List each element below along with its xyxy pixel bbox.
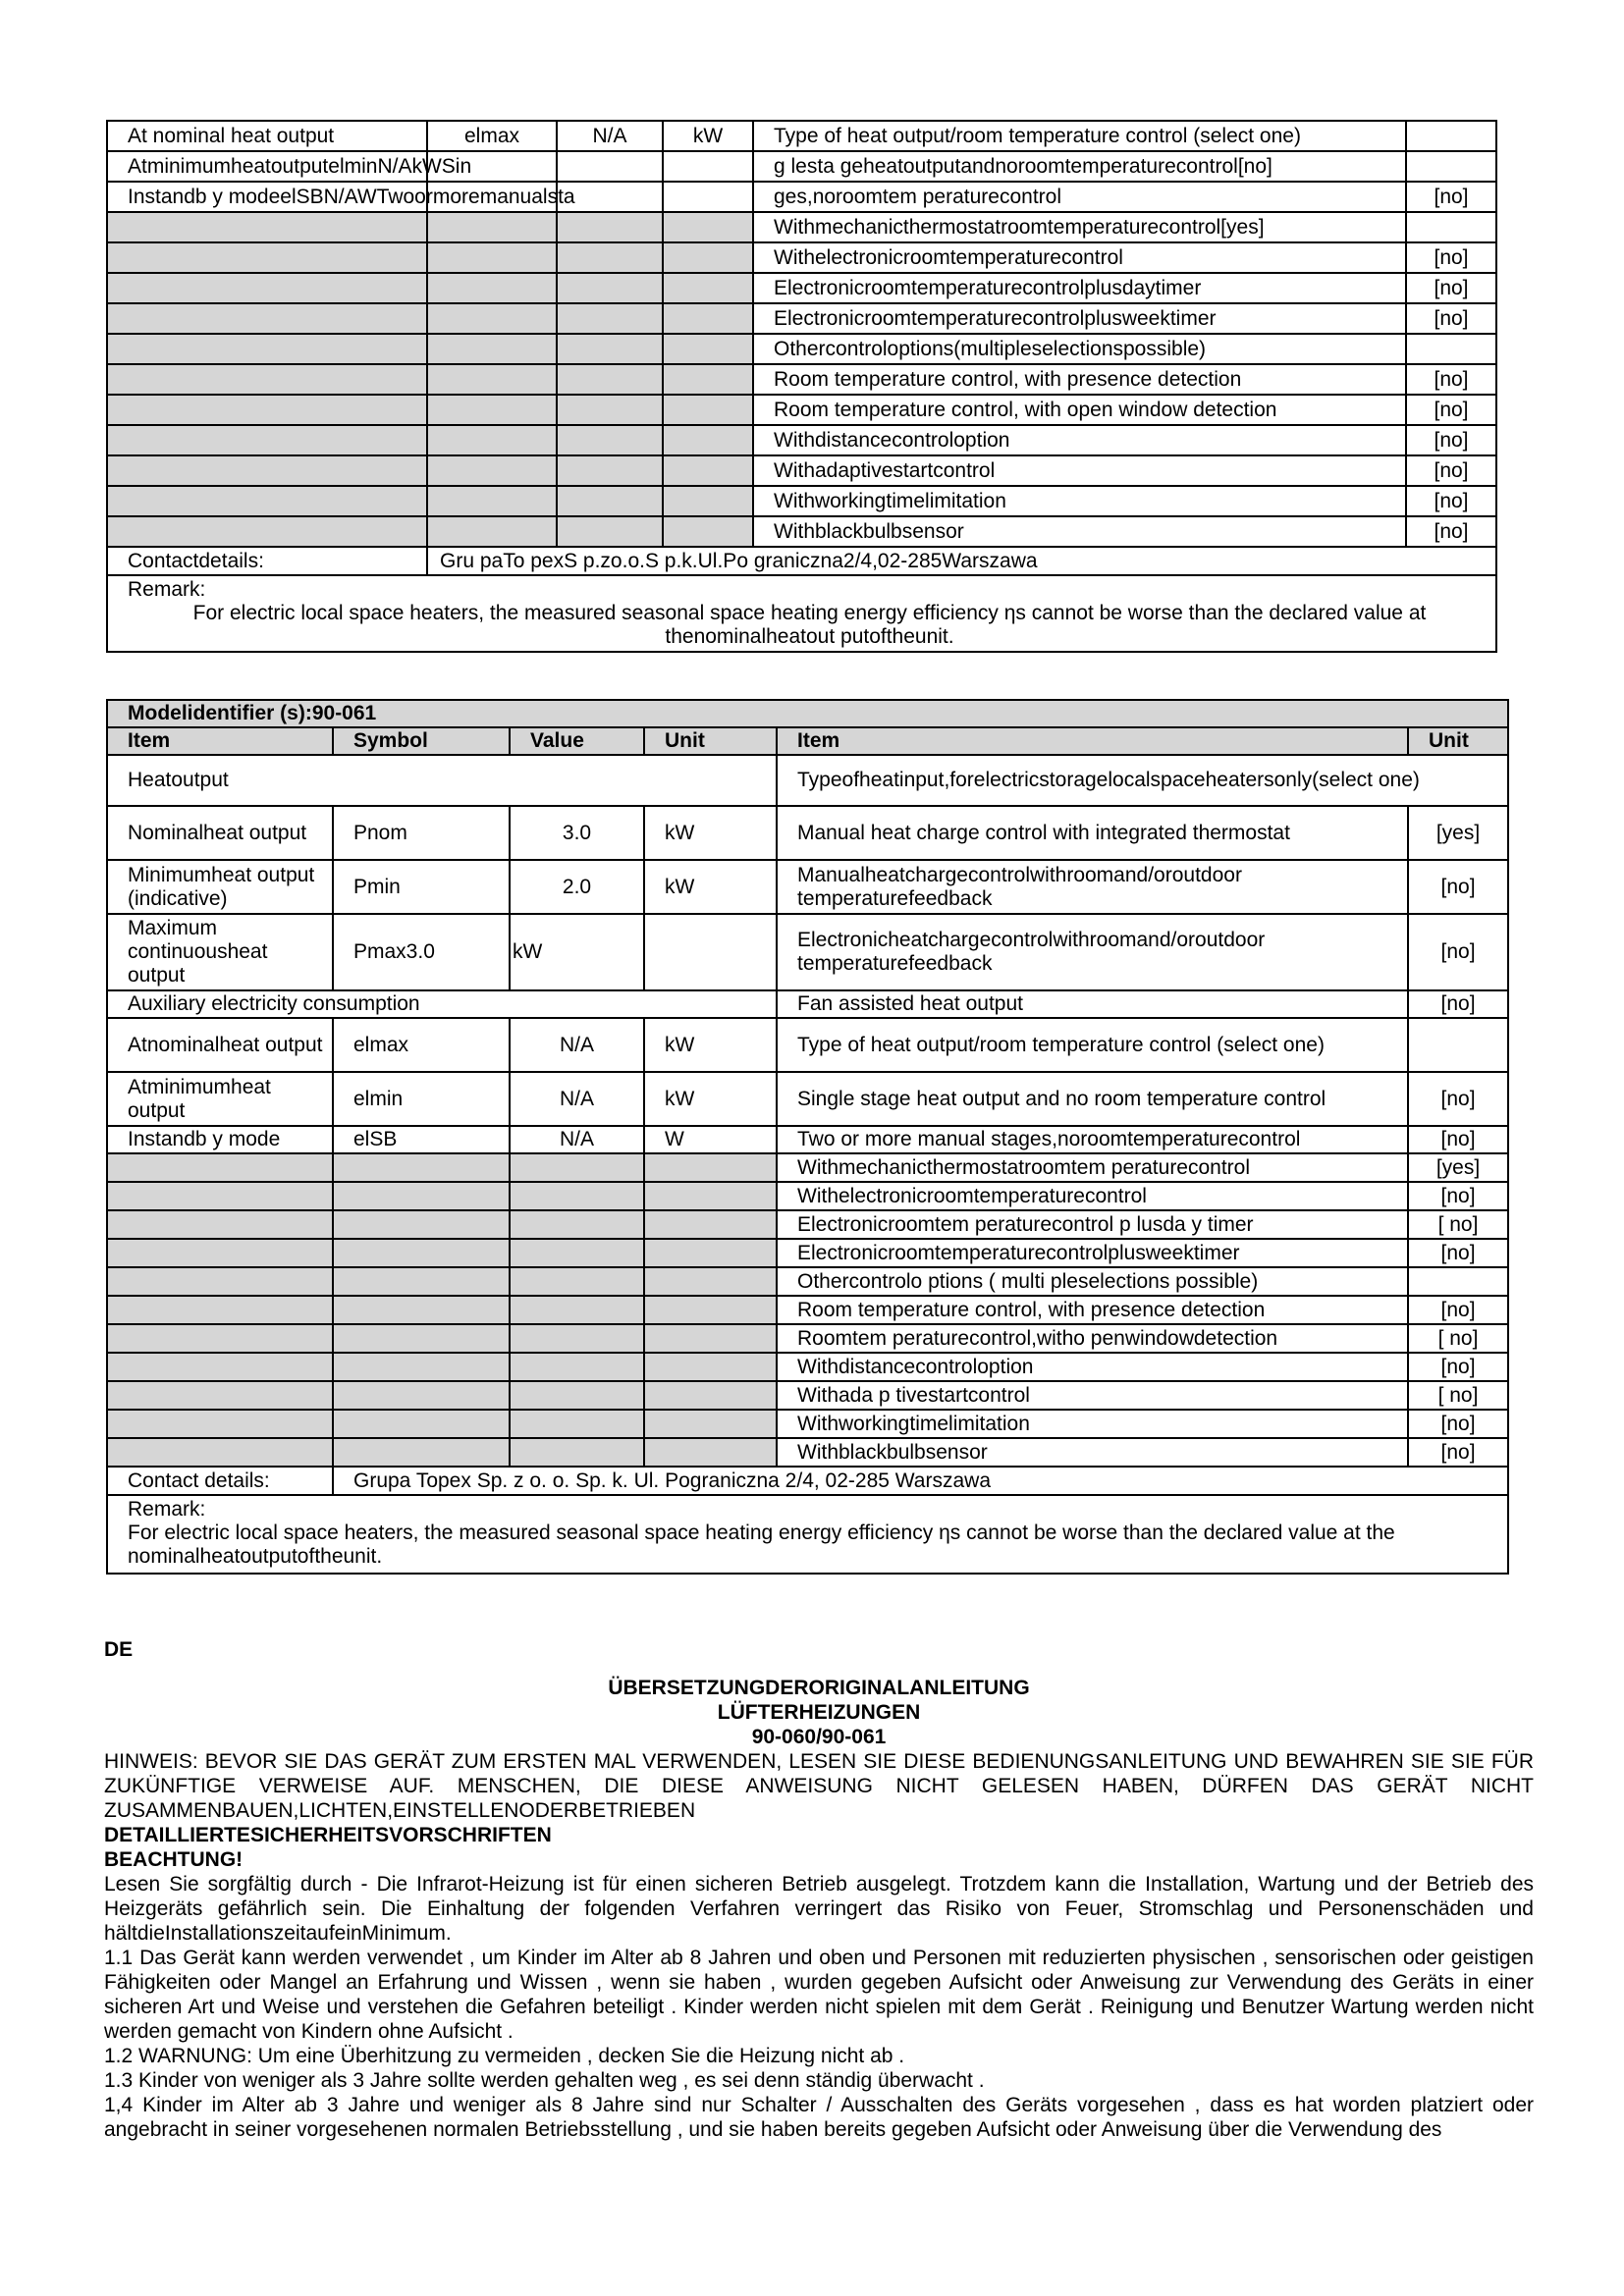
t2-empty-cell — [644, 1353, 777, 1381]
t2-ritem: Two or more manual stages,noroomtemperaturecontrol — [777, 1126, 1408, 1153]
t2-empty-cell — [107, 1210, 333, 1239]
table2-control-row — [107, 1239, 1508, 1267]
t2-symbol: Pmin — [333, 860, 510, 914]
t2-runit: [no] — [1408, 1072, 1508, 1126]
t2-control-unit: [no] — [1408, 1410, 1508, 1438]
t2-empty-cell — [107, 1296, 333, 1324]
fan-assisted-label: Fan assisted heat output — [777, 990, 1408, 1018]
heat-output-label: Heatoutput — [107, 755, 777, 806]
t1-right-unit: [no] — [1406, 303, 1496, 334]
t1-symbol — [427, 364, 557, 395]
t1-right-item: Withmechanicthermostatroomtemperaturecontrol[yes] — [753, 212, 1406, 242]
t1-unit — [663, 242, 753, 273]
t2-control-item: Roomtem peraturecontrol,witho penwindowdetection — [777, 1324, 1408, 1353]
t2-empty-cell — [644, 1296, 777, 1324]
t2-item: Atminimumheat output — [107, 1072, 333, 1126]
table1-row — [107, 334, 1496, 364]
t2-empty-cell — [510, 1153, 644, 1182]
t1-symbol — [427, 516, 557, 547]
t2-unit: W — [644, 1126, 777, 1153]
t1-right-unit: [no] — [1406, 182, 1496, 212]
table1-row — [107, 455, 1496, 486]
t2-empty-cell — [107, 1438, 333, 1467]
t2-symbol: elmin — [333, 1072, 510, 1126]
t2-empty-cell — [333, 1410, 510, 1438]
t2-empty-cell — [510, 1210, 644, 1239]
t1-right-item: Electronicroomtemperaturecontrolplusweektimer — [753, 303, 1406, 334]
t2-control-unit: [ no] — [1408, 1324, 1508, 1353]
t1-item — [107, 455, 427, 486]
header-value: Value — [510, 727, 644, 755]
t1-unit — [663, 486, 753, 516]
table2-control-row — [107, 1153, 1508, 1182]
t2-empty-cell — [510, 1267, 644, 1296]
t2-empty-cell — [107, 1153, 333, 1182]
model-identifier: Modelidentifier (s):90-061 — [107, 700, 1508, 727]
t2-value: 3.0 — [510, 806, 644, 860]
t1-value — [557, 212, 663, 242]
t1-right-unit: [no] — [1406, 395, 1496, 425]
t1-symbol — [427, 303, 557, 334]
t1-right-item: Withelectronicroomtemperaturecontrol — [753, 242, 1406, 273]
t1-symbol — [427, 486, 557, 516]
t2-item: Nominalheat output — [107, 806, 333, 860]
spec-table-90-060 — [106, 120, 1497, 653]
heading-safety: DETAILLIERTESICHERHEITSVORSCHRIFTEN — [104, 1824, 552, 1846]
t2-empty-cell — [644, 1153, 777, 1182]
t1-item — [107, 334, 427, 364]
t2-empty-cell — [333, 1267, 510, 1296]
t1-right-unit: [no] — [1406, 425, 1496, 455]
t1-right-item: Othercontroloptions(multipleselectionspossible) — [753, 334, 1406, 364]
unit-max — [644, 914, 777, 990]
t2-empty-cell — [510, 1353, 644, 1381]
table1-row — [107, 364, 1496, 395]
paragraph-1-3: 1.3 Kinder von weniger als 3 Jahre sollte werden gehalten weg , es sei denn ständig überwacht . — [104, 2069, 985, 2092]
table2-row — [107, 806, 1508, 860]
t2-ritem: Manual heat charge control with integrated thermostat — [777, 806, 1408, 860]
t1-item: AtminimumheatoutputelminN/AkWSin — [107, 151, 427, 182]
table2-control-row — [107, 1296, 1508, 1324]
t2-runit: [yes] — [1408, 806, 1508, 860]
t2-empty-cell — [333, 1353, 510, 1381]
t1-right-item: ges,noroomtem peraturecontrol — [753, 182, 1406, 212]
t2-empty-cell — [333, 1239, 510, 1267]
t2-unit: kW — [644, 1072, 777, 1126]
t1-right-unit: [no] — [1406, 364, 1496, 395]
t1-value — [557, 273, 663, 303]
table2-row — [107, 860, 1508, 914]
t1-right-item: Room temperature control, with open window detection — [753, 395, 1406, 425]
t2-empty-cell — [644, 1267, 777, 1296]
table1-row — [107, 182, 1496, 212]
title-model: 90-060/90-061 — [751, 1726, 887, 1748]
paragraph-1-4: 1,4 Kinder im Alter ab 3 Jahre und weniger als 8 Jahre sind nur Schalter / Ausschalten des Geräts vorgesehen , dass es hat worden platziert oder angebracht in seiner vorgesehenen normalen Betriebsstellung , und sie haben bereits gegeben Aufsicht oder Anweisung über die Verwendung des — [104, 2094, 1534, 2141]
t1-value — [557, 455, 663, 486]
t2-empty-cell — [333, 1381, 510, 1410]
t2-empty-cell — [510, 1239, 644, 1267]
remark-cell — [107, 575, 1496, 652]
t1-right-unit — [1406, 121, 1496, 151]
header-right-unit: Unit — [1408, 727, 1508, 755]
t2-control-item: Withada p tivestartcontrol — [777, 1381, 1408, 1410]
table1-remark-row — [107, 575, 1496, 652]
t2-empty-cell — [644, 1324, 777, 1353]
table2-control-row — [107, 1210, 1508, 1239]
t2-empty-cell — [510, 1324, 644, 1353]
contact-value: Grupa Topex Sp. z o. o. Sp. k. Ul. Pograniczna 2/4, 02-285 Warszawa — [333, 1467, 1508, 1495]
t2-unit: kW — [644, 806, 777, 860]
t2-empty-cell — [510, 1381, 644, 1410]
t2-control-item: Withmechanicthermostatroomtem peraturecontrol — [777, 1153, 1408, 1182]
remark-label: Remark: — [128, 1498, 206, 1521]
paragraph-1-2: 1.2 WARNUNG: Um eine Überhitzung zu vermeiden , decken Sie die Heizung nicht ab . — [104, 2045, 905, 2067]
t1-symbol — [427, 455, 557, 486]
t2-empty-cell — [333, 1153, 510, 1182]
t2-empty-cell — [107, 1182, 333, 1210]
heading-attention: BEACHTUNG! — [104, 1848, 244, 1871]
remark-text-2: thenominalheatout putoftheunit. — [665, 625, 954, 648]
t2-control-unit: [ no] — [1408, 1210, 1508, 1239]
t1-unit — [663, 212, 753, 242]
table2-control-row — [107, 1381, 1508, 1410]
t1-right-unit — [1406, 334, 1496, 364]
t2-empty-cell — [644, 1182, 777, 1210]
t2-empty-cell — [107, 1353, 333, 1381]
table2-row — [107, 1018, 1508, 1072]
t1-right-unit — [1406, 212, 1496, 242]
t2-item: Instandb y mode — [107, 1126, 333, 1153]
header-item: Item — [107, 727, 333, 755]
t1-value — [557, 151, 663, 182]
t2-empty-cell — [510, 1296, 644, 1324]
t2-unit: kW — [644, 1018, 777, 1072]
paragraph-1-1: 1.1 Das Gerät kann werden verwendet , um Kinder im Alter ab 8 Jahren und oben und Personen mit reduzierten physischen , sensorischen oder geistigen Fähigkeiten oder Mangel an Erfahrung und Wissen , wenn sie haben , wurden gegeben Aufsicht oder Anweisung zur Verwendung des Geräts in einer sicheren Art und Weise und verstehen die Gefahren beteiligt . Kinder werden nicht spielen mit dem Gerät . Reinigung und Benutzer Wartung werden nicht werden gemacht von Kindern ohne Aufsicht . — [104, 1947, 1534, 2043]
t1-value — [557, 242, 663, 273]
header-right-item: Item — [777, 727, 1408, 755]
t2-symbol: elSB — [333, 1126, 510, 1153]
t2-empty-cell — [510, 1182, 644, 1210]
t2-runit — [1408, 1018, 1508, 1072]
table1-row — [107, 516, 1496, 547]
t2-control-unit: [no] — [1408, 1239, 1508, 1267]
t2-control-item: Withelectronicroomtemperaturecontrol — [777, 1182, 1408, 1210]
t2-empty-cell — [333, 1324, 510, 1353]
t1-right-item: Withdistancecontroloption — [753, 425, 1406, 455]
table2-row — [107, 1126, 1508, 1153]
language-code: DE — [104, 1638, 134, 1661]
t1-symbol: elmax — [427, 121, 557, 151]
t1-right-item: Room temperature control, with presence detection — [753, 364, 1406, 395]
t1-unit — [663, 334, 753, 364]
t2-unit: kW — [644, 860, 777, 914]
t1-item — [107, 425, 427, 455]
heat-input-type: Typeofheatinput,forelectricstoragelocalspaceheatersonly(select one) — [777, 755, 1508, 806]
t1-right-unit: [no] — [1406, 242, 1496, 273]
ritem-electronic-charge: Electronicheatchargecontrolwithroomand/oroutdoor temperaturefeedback — [777, 914, 1408, 990]
t1-unit — [663, 182, 753, 212]
t1-right-unit: [no] — [1406, 516, 1496, 547]
t1-item: Instandb y modeelSBN/AWTwoormoremanualsta — [107, 182, 427, 212]
t2-empty-cell — [333, 1438, 510, 1467]
t1-right-unit — [1406, 151, 1496, 182]
contact-label: Contactdetails: — [107, 547, 427, 575]
title-translation: ÜBERSETZUNGDERORIGINALANLEITUNG — [608, 1677, 1030, 1699]
t1-item — [107, 212, 427, 242]
t2-ritem: Type of heat output/room temperature control (select one) — [777, 1018, 1408, 1072]
table1-row — [107, 395, 1496, 425]
table2-row — [107, 1072, 1508, 1126]
t2-control-unit: [ no] — [1408, 1381, 1508, 1410]
table2-control-row — [107, 1182, 1508, 1210]
t1-item — [107, 395, 427, 425]
t2-control-item: Withblackbulbsensor — [777, 1438, 1408, 1467]
t1-item: At nominal heat output — [107, 121, 427, 151]
t1-value: N/A — [557, 121, 663, 151]
table1-row — [107, 121, 1496, 151]
title-product: LÜFTERHEIZUNGEN — [717, 1701, 921, 1724]
t1-unit — [663, 151, 753, 182]
table2-control-row — [107, 1353, 1508, 1381]
t2-ritem: Manualheatchargecontrolwithroomand/oroutdoor temperaturefeedback — [777, 860, 1408, 914]
t1-unit: kW — [663, 121, 753, 151]
spec-table-90-061 — [106, 699, 1509, 1575]
table1-contact-row — [107, 547, 1496, 575]
t2-empty-cell — [107, 1324, 333, 1353]
remark-cell — [107, 1495, 1508, 1574]
t2-value: N/A — [510, 1126, 644, 1153]
t1-unit — [663, 516, 753, 547]
t2-empty-cell — [510, 1410, 644, 1438]
t2-symbol: Pnom — [333, 806, 510, 860]
t2-empty-cell — [107, 1410, 333, 1438]
t2-empty-cell — [644, 1410, 777, 1438]
t2-control-unit: [yes] — [1408, 1153, 1508, 1182]
header-symbol: Symbol — [333, 727, 510, 755]
remark-label: Remark: — [128, 578, 206, 601]
table2-control-row — [107, 1267, 1508, 1296]
t1-right-item: Withworkingtimelimitation — [753, 486, 1406, 516]
t2-value: N/A — [510, 1072, 644, 1126]
german-section — [104, 1637, 1534, 2142]
t2-symbol: elmax — [333, 1018, 510, 1072]
t2-ritem: Single stage heat output and no room temperature control — [777, 1072, 1408, 1126]
fan-assisted-value: [no] — [1408, 990, 1508, 1018]
t2-item: Atnominalheat output — [107, 1018, 333, 1072]
runit-electronic-charge: [no] — [1408, 914, 1508, 990]
t2-value: N/A — [510, 1018, 644, 1072]
header-unit: Unit — [644, 727, 777, 755]
remark-text: For electric local space heaters, the measured seasonal space heating energy efficiency ηs cannot be worse than the declared value at the nominalheatoutputoftheunit. — [128, 1522, 1395, 1568]
aux-consumption-label: Auxiliary electricity consumption — [107, 990, 777, 1018]
t1-right-unit: [no] — [1406, 486, 1496, 516]
item-max-heat: Maximum continuousheat output — [107, 914, 333, 990]
t1-item — [107, 303, 427, 334]
table1-row — [107, 486, 1496, 516]
t2-empty-cell — [644, 1438, 777, 1467]
t2-control-item: Othercontrolo ptions ( multi pleselections possible) — [777, 1267, 1408, 1296]
table1-row — [107, 273, 1496, 303]
t1-right-item: Withadaptivestartcontrol — [753, 455, 1406, 486]
paragraph-intro: Lesen Sie sorgfältig durch - Die Infrarot-Heizung ist für einen sicheren Betrieb ausgelegt. Trotzdem kann die Installation, Wartung und der Betrieb des Heizgeräts gefährlich sein. Die Einhaltung der folgenden Verfahren verringert das Risiko von Feuer, Stromschlag und Personenschäden und hältdieInstallationszeitaufeinMinimum. — [104, 1873, 1534, 1945]
t2-control-item: Withdistancecontroloption — [777, 1353, 1408, 1381]
t2-empty-cell — [107, 1267, 333, 1296]
t1-item — [107, 242, 427, 273]
hinweis-paragraph: HINWEIS: BEVOR SIE DAS GERÄT ZUM ERSTEN MAL VERWENDEN, LESEN SIE DIESE BEDIENUNGSANLEITUNG UND BEWAHREN SIE SIE FÜR ZUKÜNFTIGE VERWEISE AUF. MENSCHEN, DIE DIESE ANWEISUNG NICHT GELESEN HABEN, DÜRFEN DAS GERÄT NICHT ZUSAMMENBAUEN,LICHTEN,EINSTELLENODERBETRIEBEN — [104, 1750, 1534, 1822]
t1-symbol — [427, 425, 557, 455]
t1-unit — [663, 273, 753, 303]
t2-empty-cell — [333, 1182, 510, 1210]
t2-control-unit — [1408, 1267, 1508, 1296]
t1-right-unit: [no] — [1406, 455, 1496, 486]
t1-value — [557, 334, 663, 364]
t1-right-item: g lesta geheatoutputandnoroomtemperaturecontrol[no] — [753, 151, 1406, 182]
t1-item — [107, 364, 427, 395]
t1-item — [107, 486, 427, 516]
t2-control-item: Room temperature control, with presence detection — [777, 1296, 1408, 1324]
t2-control-unit: [no] — [1408, 1296, 1508, 1324]
t1-value — [557, 395, 663, 425]
t2-control-unit: [no] — [1408, 1182, 1508, 1210]
t1-symbol — [427, 334, 557, 364]
table2-control-row — [107, 1410, 1508, 1438]
contact-label: Contact details: — [107, 1467, 333, 1495]
t2-item: Minimumheat output (indicative) — [107, 860, 333, 914]
remark-text: For electric local space heaters, the measured seasonal space heating energy efficiency ηs cannot be worse than the declared value at — [192, 602, 1427, 624]
t1-value — [557, 425, 663, 455]
t1-unit — [663, 395, 753, 425]
t2-control-unit: [no] — [1408, 1353, 1508, 1381]
t1-unit — [663, 364, 753, 395]
t1-unit — [663, 425, 753, 455]
symbol-max: Pmax3.0 — [333, 914, 510, 990]
t2-value: 2.0 — [510, 860, 644, 914]
t1-right-item: Withblackbulbsensor — [753, 516, 1406, 547]
table2-control-row — [107, 1324, 1508, 1353]
t1-right-unit: [no] — [1406, 273, 1496, 303]
table1-row — [107, 303, 1496, 334]
table1-row — [107, 242, 1496, 273]
table1-row — [107, 151, 1496, 182]
t2-control-item: Withworkingtimelimitation — [777, 1410, 1408, 1438]
t2-control-unit: [no] — [1408, 1438, 1508, 1467]
t1-right-item: Type of heat output/room temperature control (select one) — [753, 121, 1406, 151]
t1-symbol — [427, 242, 557, 273]
contact-value: Gru paTo pexS p.zo.o.S p.k.Ul.Po graniczna2/4,02-285Warszawa — [427, 547, 1496, 575]
table1-row — [107, 425, 1496, 455]
table1-row — [107, 212, 1496, 242]
t2-empty-cell — [333, 1210, 510, 1239]
t1-unit — [663, 455, 753, 486]
t2-control-item: Electronicroomtemperaturecontrolplusweektimer — [777, 1239, 1408, 1267]
t2-empty-cell — [644, 1239, 777, 1267]
t1-symbol — [427, 273, 557, 303]
t1-value — [557, 486, 663, 516]
t2-empty-cell — [107, 1239, 333, 1267]
value-max: kW — [510, 914, 644, 990]
t1-item — [107, 516, 427, 547]
t1-symbol — [427, 212, 557, 242]
t1-value — [557, 303, 663, 334]
t1-value — [557, 364, 663, 395]
t2-empty-cell — [333, 1296, 510, 1324]
table2-control-row — [107, 1438, 1508, 1467]
t2-runit: [no] — [1408, 1126, 1508, 1153]
t2-runit: [no] — [1408, 860, 1508, 914]
t2-control-item: Electronicroomtem peraturecontrol p lusda y timer — [777, 1210, 1408, 1239]
t2-empty-cell — [510, 1438, 644, 1467]
t1-right-item: Electronicroomtemperaturecontrolplusdaytimer — [753, 273, 1406, 303]
t2-empty-cell — [107, 1381, 333, 1410]
t2-empty-cell — [644, 1381, 777, 1410]
t2-empty-cell — [644, 1210, 777, 1239]
t1-value — [557, 516, 663, 547]
t1-unit — [663, 303, 753, 334]
t1-item — [107, 273, 427, 303]
t1-symbol — [427, 395, 557, 425]
